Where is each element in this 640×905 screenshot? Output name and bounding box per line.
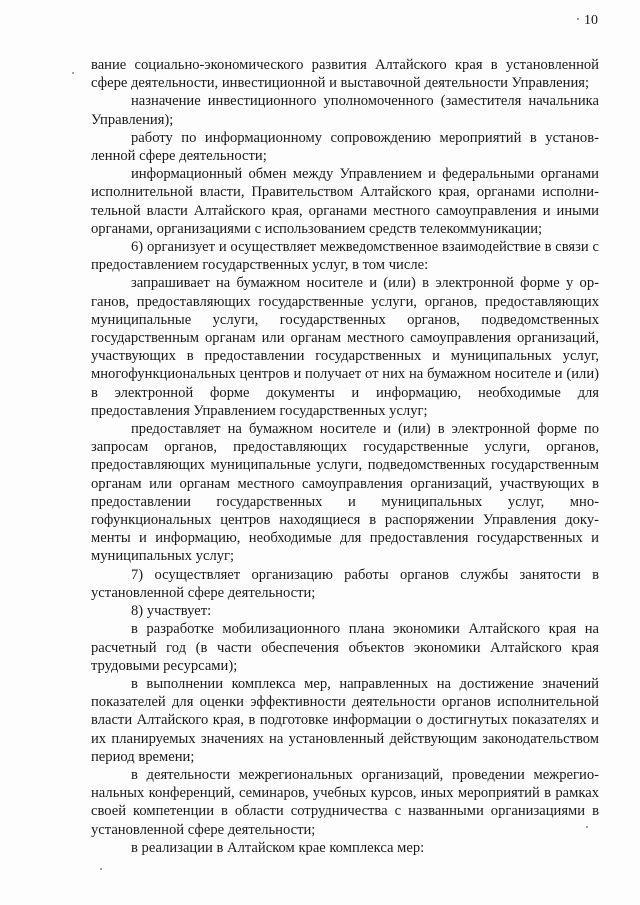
- paragraph: в реализации в Алтайском крае комплекса мер:: [131, 839, 425, 856]
- document-body: [91, 56, 599, 857]
- page-number: 10: [584, 13, 598, 28]
- scan-speck: [72, 72, 74, 74]
- paragraph: предоставляет на бумажном носителе и (или) в электронной форме по запросам органов, предоставляющих государственные услуги, органов, предоставляющих муниципальные услуги, подведомственных государственным органам или органам местного самоуправления организаций, участвующих в предоставлении государственных и муниципальных услуг, многофункциональных центров находящиеся в распоряжении Управления документы и информацию, необходимые для предоставления государственных и муниципальных услуг;: [91, 421, 599, 565]
- paragraph: в выполнении комплекса мер, направленных на достижение значений показателей для оценки эффективности деятельности органов исполнительной власти Алтайского края, в подготовке информации о достигнутых показателях и их планируемых значениях на установленный действующим законодательством период времени;: [91, 675, 599, 765]
- paragraph: в разработке мобилизационного плана экономики Алтайского края на расчетный год (в части обеспечения объектов экономики Алтайского края трудовыми ресурсами);: [91, 621, 599, 674]
- paragraph: в деятельности межрегиональных организаций, проведении межрегиональных конференций, семинаров, учебных курсов, иных мероприятий в рамках своей компетенции в области сотрудничества с названными организациями в установленной сфере деятельности;: [91, 766, 599, 838]
- paragraph: вание социально-экономического развития Алтайского края в установленной сфере деятельности, инвестиционной и выставочной деятельности Управления;: [91, 57, 599, 92]
- paragraph: работу по информационному сопровождению мероприятий в установленной сфере деятельности;: [91, 129, 599, 165]
- paragraph: 6) организует и осуществляет межведомственное взаимодействие в связи с предоставлением государственных услуг, в том числе:: [91, 239, 599, 274]
- paragraph: запрашивает на бумажном носителе и (или) в электронной форме у органов, предоставляющих государственные услуги, органов, предоставляющих муниципальные услуги, государственных органов, подведомственных государственным органам или органам местного самоуправления организаций, участвующих в предоставлении государственных и муниципальных услуг, многофункциональных центров и получает от них на бумажном носителе и (или) в электронной форме документы и информацию, необходимые для предоставления Управлением государственных услуг;: [91, 275, 599, 419]
- paragraph: назначение инвестиционного уполномоченного (заместителя начальника Управления);: [91, 93, 599, 128]
- scan-speck: [100, 868, 102, 870]
- paragraph: 7) осуществляет организацию работы органов службы занятости в установленной сфере деятельности;: [91, 566, 599, 601]
- paragraph: информационный обмен между Управлением и федеральными органами исполнительной власти, Правительством Алтайского края, органами исполнительной власти Алтайского края, органами местного самоуправления и иными органами, организациями с использованием средств телекоммуникации;: [91, 166, 599, 237]
- paragraph: 8) участвует:: [131, 603, 212, 620]
